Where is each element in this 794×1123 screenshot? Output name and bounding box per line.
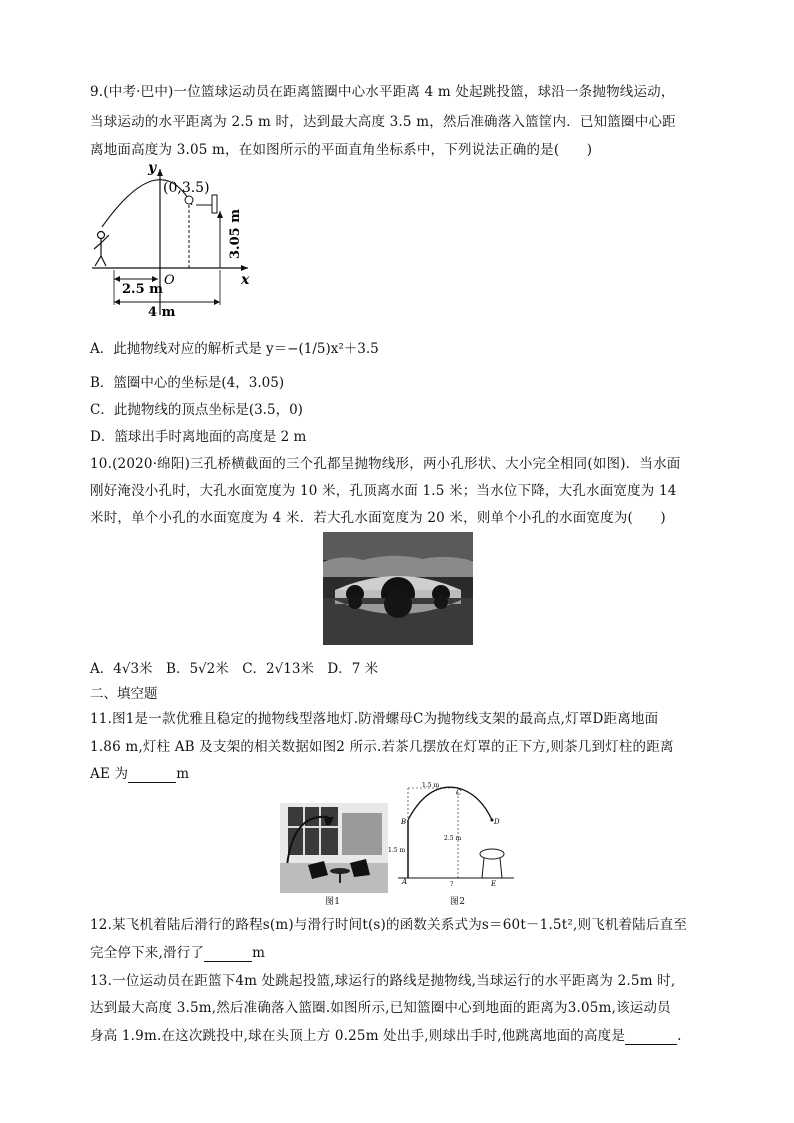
q9-line-2: 当球运动的水平距离为 2.5 m 时，达到最大高度 3.5 m，然后准确落入篮筐内．已知篮圈中心距 xyxy=(90,114,676,130)
bridge-photo xyxy=(323,532,473,645)
q13-text: 身高 1.9m.在这次跳投中,球在头顶上方 0.25m 处出手,则球出手时,他跳离地面的高度是 xyxy=(90,1028,626,1044)
q13-line-1: 13.一位运动员在距篮下4m 处跳起投篮,球运行的路线是抛物线,当球运行的水平距离为 2.5m 时, xyxy=(90,973,676,989)
q9-x-axis-label: x xyxy=(241,272,250,288)
q12-line-1: 12.某飞机着陆后滑行的路程s(m)与滑行时间t(s)的函数关系式为s＝60t－1.5t²,则飞机着陆后直至 xyxy=(90,917,688,933)
q9-option-b: B．篮圈中心的坐标是(4，3.05) xyxy=(90,375,285,391)
lamp-photo xyxy=(280,803,388,893)
q9-basketball-figure xyxy=(88,155,268,320)
q13-line-3 xyxy=(90,1024,682,1045)
q11-line-1: 11.图1是一款优雅且稳定的抛物线型落地灯.防滑螺母C为抛物线支架的最高点,灯罩D距离地面 xyxy=(90,711,659,727)
fig1-caption: 图1 xyxy=(325,897,341,907)
q13-answer-blank[interactable] xyxy=(625,1028,677,1045)
q12-answer-blank[interactable] xyxy=(204,945,252,962)
q10-line-2: 刚好淹没小孔时，大孔水面宽度为 10 米，孔顶离水面 1.5 米；当水位下降，大孔水面宽度为 14 xyxy=(90,483,677,499)
fig2-question-label: ? xyxy=(450,881,454,888)
q9-line-3: 离地面高度为 3.05 m，在如图所示的平面直角坐标系中，下列说法正确的是( ) xyxy=(90,142,593,158)
tea-table xyxy=(480,849,504,859)
q9-ball xyxy=(185,196,193,204)
q11-line-2: 1.86 m,灯柱 AB 及支架的相关数据如图2 所示.若茶几摆放在灯罩的正下方,则茶几到灯柱的距离 xyxy=(90,739,674,755)
fig2-label-c: C xyxy=(456,789,462,797)
fig2-left-label: 1.5 m xyxy=(388,847,406,854)
q11-line-3 xyxy=(90,762,189,783)
q12-text: 完全停下来,滑行了 xyxy=(90,945,205,961)
fig2-label-b: B xyxy=(401,818,407,826)
fig2-mid-label: 2.5 m xyxy=(444,835,462,842)
fig2-top-label: 1.5 m xyxy=(422,782,440,789)
player-icon xyxy=(94,232,109,267)
q9-y-axis-label: y xyxy=(148,160,157,176)
fig2-caption: 图2 xyxy=(450,897,466,907)
fig2-label-e: E xyxy=(491,880,497,888)
q13-line-2: 达到最大高度 3.5m,然后准确落入篮圈.如图所示,已知篮圈中心到地面的距离为3.05m,该运动员 xyxy=(90,1000,671,1016)
q12-unit: m xyxy=(252,945,266,961)
q9-height-label: 3.05 m xyxy=(228,209,243,259)
q9-dist2-label: 4 m xyxy=(148,305,176,320)
q9-option-a xyxy=(90,337,379,357)
fig2-label-a: A xyxy=(402,878,408,886)
q9-dist1-label: 2.5 m xyxy=(122,282,163,297)
q9-vertex-label: (0,3.5) xyxy=(163,180,210,196)
q11-ae-text: AE 为 xyxy=(90,766,129,782)
q10-line-1: 10.(2020·绵阳)三孔桥横截面的三个孔都呈抛物线形，两小孔形状、大小完全相同(如图)．当水面 xyxy=(90,456,681,472)
fig2-label-d: D xyxy=(494,818,500,826)
q9-origin-label: O xyxy=(164,273,175,288)
q9-option-d: D．篮球出手时离地面的高度是 2 m xyxy=(90,429,307,445)
q11-unit: m xyxy=(176,766,190,782)
q13-end: . xyxy=(677,1028,682,1044)
q12-line-2 xyxy=(90,941,265,962)
q9-option-c: C．此抛物线的顶点坐标是(3.5，0) xyxy=(90,402,303,418)
q10-options: A．4√3米 B．5√2米 C．2√13米 D．7 米 xyxy=(90,661,379,677)
section-title: 二、填空题 xyxy=(90,686,158,702)
q9-option-a-text: A．此抛物线对应的解析式是 y＝−(1/5)x²＋3.5 xyxy=(90,341,379,357)
q9-backboard xyxy=(212,195,217,213)
q11-answer-blank[interactable] xyxy=(128,766,176,783)
lamp-diagram xyxy=(388,780,516,892)
q10-line-3: 米时，单个小孔的水面宽度为 4 米．若大孔水面宽度为 20 米，则单个小孔的水面宽度为( ) xyxy=(90,510,666,526)
q9-line-1: 9.(中考·巴中)一位篮球运动员在距离篮圈中心水平距离 4 m 处起跳投篮，球沿一条抛物线运动， xyxy=(90,84,675,100)
